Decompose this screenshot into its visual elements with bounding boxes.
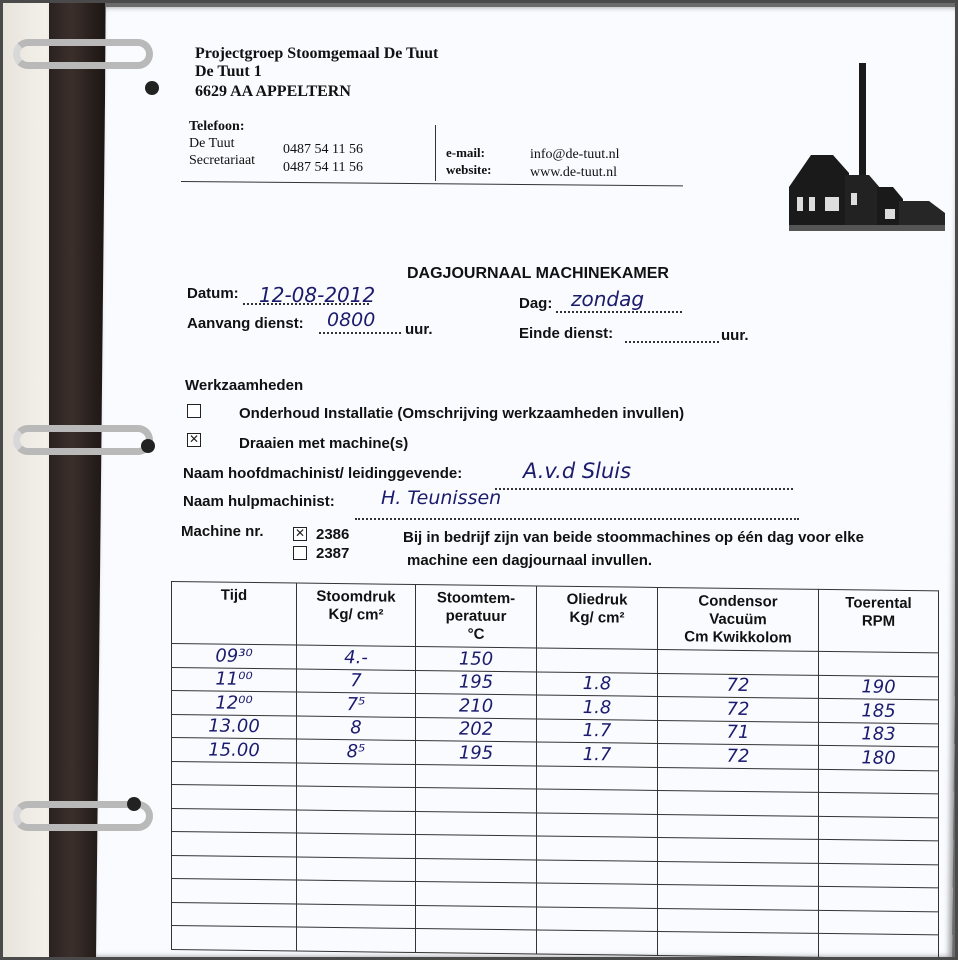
ring-hole-middle bbox=[141, 439, 155, 453]
cell-toerental[interactable] bbox=[819, 886, 939, 911]
cell-tijd[interactable]: 11⁰⁰ bbox=[172, 667, 297, 692]
hoofdmachinist-value[interactable]: A.v.d Sluis bbox=[523, 459, 632, 483]
cell-stoomdruk[interactable] bbox=[297, 904, 416, 929]
draaien-label: Draaien met machine(s) bbox=[239, 435, 409, 452]
cell-tijd[interactable] bbox=[172, 832, 297, 857]
header-condensor bbox=[658, 587, 819, 651]
cell-stoomdruk[interactable]: 7 bbox=[297, 669, 416, 694]
cell-tijd[interactable] bbox=[172, 902, 297, 927]
ring-hole-top bbox=[145, 81, 159, 95]
contact-phone-1: 0487 54 11 56 bbox=[283, 160, 363, 175]
header-tijd bbox=[172, 582, 297, 646]
dag-value[interactable]: zondag bbox=[571, 287, 645, 311]
cell-oliedruk[interactable] bbox=[537, 906, 658, 931]
cell-toerental[interactable]: 190 bbox=[819, 675, 939, 700]
cell-condensor[interactable]: 71 bbox=[658, 720, 819, 745]
cell-oliedruk[interactable] bbox=[537, 648, 658, 673]
einde-label: Einde dienst: bbox=[519, 325, 614, 342]
contact-phone-0: 0487 54 11 56 bbox=[283, 142, 363, 157]
draaien-checkbox[interactable]: ✕ bbox=[188, 432, 200, 446]
note-line-1: Bij in bedrijf zijn van beide stoommachines op één dag voor elke bbox=[403, 529, 864, 546]
header-condensor-l2: Vacuüm bbox=[709, 610, 767, 629]
cell-oliedruk[interactable] bbox=[537, 765, 658, 790]
email-value: info@de-tuut.nl bbox=[530, 147, 620, 162]
cell-toerental[interactable] bbox=[819, 933, 939, 958]
machine-2387-label: 2387 bbox=[316, 545, 350, 562]
cell-condensor[interactable] bbox=[658, 767, 819, 792]
cell-oliedruk[interactable]: 1.7 bbox=[537, 718, 658, 743]
cell-toerental[interactable] bbox=[819, 651, 939, 676]
cell-stoomtemperatuur[interactable] bbox=[416, 881, 537, 906]
header-oliedruk-l2: Kg/ cm² bbox=[569, 608, 625, 627]
cell-tijd[interactable] bbox=[172, 761, 297, 786]
cell-stoomtemperatuur[interactable]: 202 bbox=[416, 717, 537, 742]
hulpmachinist-value[interactable]: H. Teunissen bbox=[381, 487, 502, 509]
cell-stoomdruk[interactable] bbox=[297, 833, 416, 858]
cell-stoomtemperatuur[interactable] bbox=[416, 834, 537, 859]
cell-stoomtemperatuur[interactable] bbox=[416, 764, 537, 789]
cell-toerental[interactable]: 180 bbox=[819, 745, 939, 770]
cell-condensor[interactable]: 72 bbox=[658, 673, 819, 698]
cell-toerental[interactable]: 183 bbox=[819, 722, 939, 747]
cell-stoomdruk[interactable]: 8 bbox=[297, 716, 416, 741]
header-stoomdruk-l1: Stoomdruk bbox=[316, 587, 396, 606]
header-stoomtemperatuur bbox=[416, 584, 537, 647]
log-table bbox=[171, 581, 939, 959]
cell-tijd[interactable]: 09³⁰ bbox=[172, 644, 297, 669]
cell-stoomtemperatuur[interactable]: 195 bbox=[416, 670, 537, 695]
cell-stoomtemperatuur[interactable]: 195 bbox=[416, 740, 537, 765]
hulpmachinist-line bbox=[355, 518, 799, 520]
machine-2386-label: 2386 bbox=[316, 526, 350, 543]
einde-uur: uur. bbox=[721, 327, 749, 344]
header-toerental bbox=[819, 589, 939, 652]
cell-stoomdruk[interactable] bbox=[297, 880, 416, 905]
cell-oliedruk[interactable] bbox=[537, 836, 658, 861]
header-stoomdruk-l2: Kg/ cm² bbox=[328, 605, 384, 624]
header-stoomtemp-l2: peratuur bbox=[445, 607, 507, 626]
onderhoud-checkbox[interactable] bbox=[187, 404, 201, 418]
cell-tijd[interactable]: 15.00 bbox=[172, 738, 297, 763]
datum-value[interactable]: 12-08-2012 bbox=[259, 283, 376, 307]
werkzaamheden-label: Werkzaamheden bbox=[185, 377, 304, 394]
header-oliedruk bbox=[537, 586, 658, 649]
website-label: website: bbox=[446, 162, 492, 177]
dag-label: Dag: bbox=[519, 295, 553, 312]
cell-oliedruk[interactable] bbox=[537, 930, 658, 955]
cell-tijd[interactable] bbox=[172, 926, 297, 951]
cell-stoomdruk[interactable] bbox=[297, 786, 416, 811]
cell-stoomtemperatuur[interactable] bbox=[416, 928, 537, 953]
cell-stoomtemperatuur[interactable] bbox=[416, 787, 537, 812]
header-tijd-l1: Tijd bbox=[220, 586, 248, 604]
binder-ring-middle bbox=[13, 425, 153, 455]
cell-toerental[interactable] bbox=[819, 792, 939, 817]
header-oliedruk-l1: Oliedruk bbox=[566, 590, 628, 609]
cell-condensor[interactable] bbox=[658, 814, 819, 839]
cell-oliedruk[interactable] bbox=[537, 812, 658, 837]
dag-line bbox=[556, 311, 682, 313]
header-toerental-l1: Toerental bbox=[845, 594, 912, 613]
cell-toerental[interactable] bbox=[819, 769, 939, 794]
org-name: Projectgroep Stoomgemaal De Tuut bbox=[195, 45, 439, 62]
cell-oliedruk[interactable] bbox=[537, 883, 658, 908]
hoofdmachinist-line bbox=[495, 488, 793, 490]
address-line: De Tuut 1 bbox=[195, 63, 262, 80]
cell-condensor[interactable]: 72 bbox=[658, 743, 819, 768]
phone-label: Telefoon: bbox=[189, 119, 245, 134]
cell-toerental[interactable]: 185 bbox=[819, 698, 939, 723]
header-divider-vertical bbox=[435, 125, 436, 181]
cell-oliedruk[interactable]: 1.8 bbox=[537, 695, 658, 720]
form-title: DAGJOURNAAL MACHINEKAMER bbox=[407, 265, 669, 282]
cell-condensor[interactable] bbox=[658, 861, 819, 886]
cell-tijd[interactable] bbox=[172, 879, 297, 904]
cell-stoomdruk[interactable] bbox=[297, 763, 416, 788]
note-line-2: machine een dagjournaal invullen. bbox=[407, 552, 653, 569]
hulpmachinist-label: Naam hulpmachinist: bbox=[183, 493, 335, 510]
onderhoud-label: Onderhoud Installatie (Omschrijving werkzaamheden invullen) bbox=[239, 405, 685, 422]
aanvang-value[interactable]: 0800 bbox=[327, 309, 376, 331]
cell-tijd[interactable] bbox=[172, 785, 297, 810]
pumping-station-logo bbox=[789, 63, 945, 235]
cell-toerental[interactable] bbox=[819, 910, 939, 935]
cell-stoomdruk[interactable] bbox=[297, 857, 416, 882]
cell-tijd[interactable] bbox=[172, 808, 297, 833]
machine-2387-checkbox[interactable] bbox=[293, 546, 307, 560]
cell-stoomdruk[interactable] bbox=[297, 810, 416, 835]
cell-condensor[interactable] bbox=[658, 908, 819, 933]
cell-tijd[interactable] bbox=[172, 855, 297, 880]
cell-stoomtemperatuur[interactable] bbox=[416, 905, 537, 930]
postal-city: 6629 AA APPELTERN bbox=[195, 83, 351, 100]
cell-condensor[interactable] bbox=[658, 884, 819, 909]
cell-condensor[interactable] bbox=[658, 790, 819, 815]
header-stoomtemp-l1: Stoomtem- bbox=[436, 589, 516, 608]
cell-stoomtemperatuur[interactable] bbox=[416, 811, 537, 836]
cell-stoomtemperatuur[interactable]: 210 bbox=[416, 693, 537, 718]
datum-label: Datum: bbox=[187, 285, 239, 302]
header-stoomdruk bbox=[297, 583, 416, 646]
contact-name-1: Secretariaat bbox=[189, 153, 256, 168]
aanvang-uur: uur. bbox=[405, 321, 433, 338]
cell-condensor[interactable]: 72 bbox=[658, 696, 819, 721]
cell-condensor[interactable] bbox=[658, 649, 819, 674]
ring-hole-bottom bbox=[127, 797, 141, 811]
cell-toerental[interactable] bbox=[819, 863, 939, 888]
cell-condensor[interactable] bbox=[658, 931, 819, 956]
machine-label: Machine nr. bbox=[181, 523, 264, 540]
cell-stoomtemperatuur[interactable]: 150 bbox=[416, 646, 537, 671]
cell-tijd[interactable]: 12⁰⁰ bbox=[172, 691, 297, 716]
machine-2386-checkbox[interactable]: ✕ bbox=[294, 526, 306, 540]
cell-oliedruk[interactable] bbox=[537, 789, 658, 814]
cell-stoomtemperatuur[interactable] bbox=[416, 858, 537, 883]
header-toerental-l2: RPM bbox=[861, 612, 896, 630]
cell-stoomdruk[interactable] bbox=[297, 927, 416, 952]
cell-stoomdruk[interactable]: 8⁵ bbox=[297, 739, 416, 764]
email-label: e-mail: bbox=[446, 145, 485, 160]
aanvang-label: Aanvang dienst: bbox=[187, 315, 304, 332]
einde-line[interactable] bbox=[625, 341, 719, 343]
log-header-row bbox=[172, 582, 939, 653]
cell-toerental[interactable] bbox=[819, 816, 939, 841]
cell-condensor[interactable] bbox=[658, 837, 819, 862]
header-condensor-l3: Cm Kwikkolom bbox=[684, 628, 792, 647]
cell-oliedruk[interactable]: 1.8 bbox=[537, 671, 658, 696]
cell-tijd[interactable]: 13.00 bbox=[172, 714, 297, 739]
cell-oliedruk[interactable]: 1.7 bbox=[537, 742, 658, 767]
hoofdmachinist-label: Naam hoofdmachinist/ leidinggevende: bbox=[183, 465, 463, 482]
header-stoomtemp-l3: °C bbox=[467, 625, 485, 643]
website-value: www.de-tuut.nl bbox=[530, 165, 617, 180]
binder-ring-top bbox=[13, 39, 153, 69]
cell-stoomdruk[interactable]: 7⁵ bbox=[297, 692, 416, 717]
log-body bbox=[172, 644, 939, 959]
cell-oliedruk[interactable] bbox=[537, 859, 658, 884]
cell-toerental[interactable] bbox=[819, 839, 939, 864]
cell-stoomdruk[interactable]: 4.- bbox=[297, 645, 416, 670]
contact-name-0: De Tuut bbox=[189, 136, 235, 151]
aanvang-line bbox=[319, 332, 401, 334]
header-condensor-l1: Condensor bbox=[698, 592, 778, 611]
